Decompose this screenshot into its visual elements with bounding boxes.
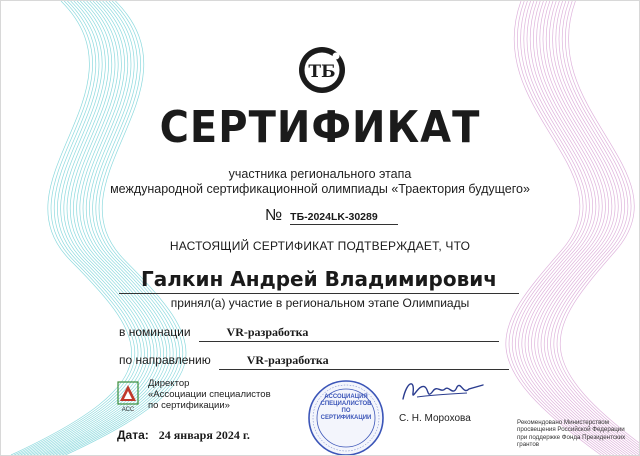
subtitle-line-2: международной сертификационной олимпиады «Траектория будущего» bbox=[110, 182, 530, 196]
stamp-line-1: АССОЦИАЦИЯ bbox=[324, 394, 368, 400]
direction-label: по направлению bbox=[119, 353, 211, 367]
stamp-text bbox=[307, 394, 385, 422]
confirm-text: НАСТОЯЩИЙ СЕРТИФИКАТ ПОДТВЕРЖДАЕТ, ЧТО bbox=[169, 239, 471, 253]
certificate-title: СЕРТИФИКАТ bbox=[159, 103, 481, 153]
director-line-1: Директор bbox=[148, 378, 190, 389]
stamp-line-3: ПО bbox=[341, 408, 351, 414]
date-value: 24 января 2024 г. bbox=[158, 428, 250, 442]
stamp-line-4: СЕРТИФИКАЦИИ bbox=[320, 415, 372, 421]
subtitle-line-1: участника регионального этапа bbox=[228, 167, 412, 181]
acc-logo-text: АСС bbox=[121, 407, 135, 413]
direction-value: VR-разработка bbox=[219, 353, 509, 370]
date-label: Дата: bbox=[117, 428, 149, 442]
date-row bbox=[117, 428, 250, 443]
signature bbox=[397, 373, 487, 409]
recipient-name: Галкин Андрей Владимирович bbox=[119, 267, 519, 294]
director-line-3: по сертификации» bbox=[148, 400, 230, 411]
director-line-2: «Ассоциации специалистов bbox=[148, 389, 271, 400]
certificate-number bbox=[265, 207, 398, 225]
participation-text: принял(а) участие в региональном этапе Олимпиады bbox=[170, 296, 470, 310]
tb-logo-icon bbox=[297, 45, 347, 95]
director-title bbox=[148, 378, 271, 411]
nomination-value: VR-разработка bbox=[199, 325, 499, 342]
signer-name: С. Н. Морохова bbox=[399, 413, 471, 424]
nomination-row bbox=[119, 325, 499, 342]
number-value: ТБ-2024LK-30289 bbox=[290, 211, 398, 225]
number-sign: № bbox=[265, 207, 283, 224]
stamp-line-2: СПЕЦИАЛИСТОВ bbox=[320, 401, 372, 407]
footnote: Рекомендовано Министерством просвещения Российской Федерации при поддержке Фонда Президентских грантов bbox=[517, 419, 626, 449]
nomination-label: в номинации bbox=[119, 325, 191, 339]
direction-row bbox=[119, 353, 509, 370]
acc-logo-icon bbox=[117, 381, 139, 413]
logo-text: ТБ bbox=[308, 62, 336, 82]
